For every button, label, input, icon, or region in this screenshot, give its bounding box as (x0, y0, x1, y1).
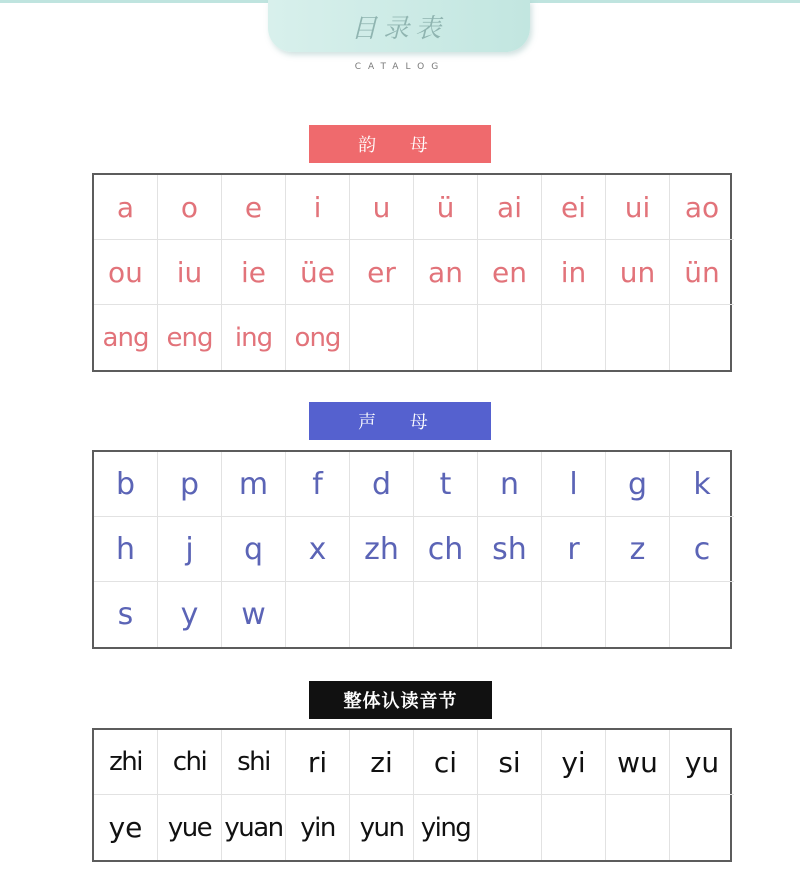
grid-cell: m (222, 452, 286, 517)
grid-cell (670, 305, 734, 370)
grid-cell: ou (94, 240, 158, 305)
grid-cell (286, 582, 350, 647)
grid-cell: ie (222, 240, 286, 305)
grid-cell: n (478, 452, 542, 517)
page-title: 目录表 (350, 13, 447, 44)
grid-cell (606, 582, 670, 647)
grid-cell: ing (222, 305, 286, 370)
grid-cell: ci (414, 730, 478, 795)
grid-cell: yuan (222, 795, 286, 860)
grid-cell: ü (414, 175, 478, 240)
grid-cell: chi (158, 730, 222, 795)
grid-cell: t (414, 452, 478, 517)
initials-grid (92, 450, 732, 649)
grid-cell: yin (286, 795, 350, 860)
grid-cell: ai (478, 175, 542, 240)
grid-cell: en (478, 240, 542, 305)
grid-cell: an (414, 240, 478, 305)
grid-cell: y (158, 582, 222, 647)
grid-cell: zh (350, 517, 414, 582)
grid-cell: ei (542, 175, 606, 240)
finals-grid (92, 173, 732, 372)
grid-cell (350, 582, 414, 647)
grid-cell: ui (606, 175, 670, 240)
grid-cell: er (350, 240, 414, 305)
grid-cell: zi (350, 730, 414, 795)
grid-cell: eng (158, 305, 222, 370)
catalog-title-tab (268, 0, 530, 52)
grid-cell: e (222, 175, 286, 240)
grid-cell (606, 795, 670, 860)
grid-cell (670, 582, 734, 647)
grid-cell (414, 582, 478, 647)
finals-section-label: 韵 母 (309, 125, 491, 163)
grid-cell: un (606, 240, 670, 305)
grid-cell: p (158, 452, 222, 517)
grid-cell: l (542, 452, 606, 517)
grid-cell: wu (606, 730, 670, 795)
grid-cell (478, 582, 542, 647)
grid-cell: yue (158, 795, 222, 860)
grid-cell: ong (286, 305, 350, 370)
grid-cell: ying (414, 795, 478, 860)
grid-cell: ün (670, 240, 734, 305)
grid-cell: a (94, 175, 158, 240)
grid-cell (350, 305, 414, 370)
grid-cell: iu (158, 240, 222, 305)
grid-cell: in (542, 240, 606, 305)
grid-cell (542, 305, 606, 370)
grid-cell: x (286, 517, 350, 582)
page-subtitle: CATALOG (354, 62, 446, 72)
grid-cell: u (350, 175, 414, 240)
grid-cell: ch (414, 517, 478, 582)
grid-cell (414, 305, 478, 370)
grid-cell: shi (222, 730, 286, 795)
grid-cell: ao (670, 175, 734, 240)
grid-cell: ye (94, 795, 158, 860)
grid-cell: j (158, 517, 222, 582)
grid-cell (670, 795, 734, 860)
initials-section-label: 声 母 (309, 402, 491, 440)
grid-cell: b (94, 452, 158, 517)
grid-cell: i (286, 175, 350, 240)
grid-cell: zhi (94, 730, 158, 795)
grid-cell: c (670, 517, 734, 582)
grid-cell: h (94, 517, 158, 582)
grid-cell (478, 795, 542, 860)
grid-cell: si (478, 730, 542, 795)
grid-cell: yun (350, 795, 414, 860)
syllables-grid (92, 728, 732, 862)
grid-cell: r (542, 517, 606, 582)
grid-cell: üe (286, 240, 350, 305)
grid-cell: d (350, 452, 414, 517)
grid-cell: ri (286, 730, 350, 795)
grid-cell: f (286, 452, 350, 517)
grid-cell: o (158, 175, 222, 240)
grid-cell: yi (542, 730, 606, 795)
grid-cell (606, 305, 670, 370)
grid-cell: z (606, 517, 670, 582)
grid-cell: g (606, 452, 670, 517)
grid-cell: k (670, 452, 734, 517)
grid-cell (542, 795, 606, 860)
grid-cell: ang (94, 305, 158, 370)
grid-cell: sh (478, 517, 542, 582)
syllables-section-label: 整体认读音节 (309, 681, 492, 719)
grid-cell: s (94, 582, 158, 647)
grid-cell: w (222, 582, 286, 647)
grid-cell: yu (670, 730, 734, 795)
grid-cell (542, 582, 606, 647)
grid-cell (478, 305, 542, 370)
grid-cell: q (222, 517, 286, 582)
